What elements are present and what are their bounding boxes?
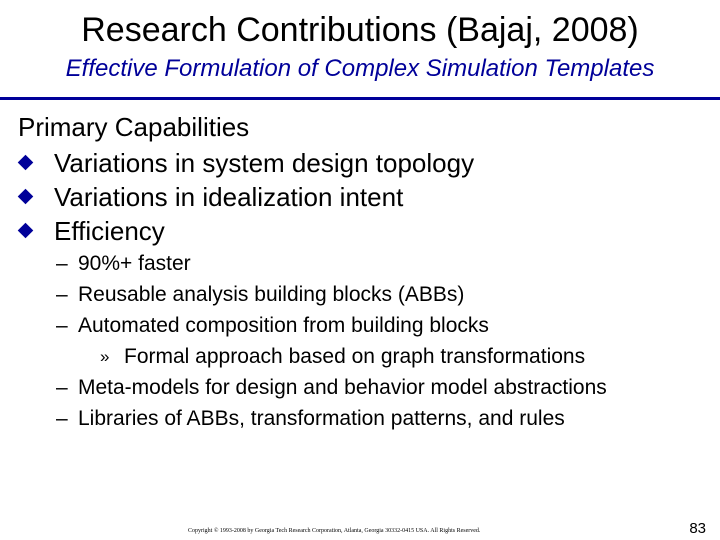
- diamond-bullet-icon: [18, 189, 34, 205]
- slide-subtitle: Effective Formulation of Complex Simulation Templates: [65, 55, 655, 82]
- bullet-text: Variations in system design topology: [54, 148, 475, 178]
- copyright-footer: Copyright © 1993-2008 by Georgia Tech Research Corporation, Atlanta, Georgia 30332-0415 USA. All Rights Reserved.: [188, 528, 481, 534]
- dash-bullet-icon: –: [56, 252, 68, 275]
- diamond-bullet-icon: [18, 223, 34, 239]
- slide-title: Research Contributions (Bajaj, 2008): [81, 11, 639, 49]
- diamond-bullet-icon: [18, 155, 34, 171]
- sub-bullet-item: [56, 310, 607, 341]
- bullet-item: [18, 146, 474, 180]
- raquo-bullet-icon: »: [100, 347, 110, 366]
- dash-bullet-icon: –: [56, 283, 68, 306]
- sub-sub-bullet-item: [56, 341, 607, 372]
- dash-bullet-icon: –: [56, 314, 68, 337]
- sub-bullet-text: Libraries of ABBs, transformation patterns, and rules: [78, 407, 565, 430]
- sub-bullet-text: Reusable analysis building blocks (ABBs): [78, 283, 465, 306]
- page-number: 83: [689, 520, 706, 537]
- title-divider: [0, 97, 720, 100]
- bullet-list: [18, 146, 474, 248]
- sub-bullet-item: [56, 248, 607, 279]
- sub-bullet-item: [56, 279, 607, 310]
- sub-bullet-item: [56, 372, 607, 403]
- bullet-text: Variations in idealization intent: [54, 182, 404, 212]
- sub-bullet-text: Automated composition from building blocks: [78, 314, 489, 337]
- dash-bullet-icon: –: [56, 407, 68, 430]
- sub-bullet-text: 90%+ faster: [78, 252, 191, 275]
- bullet-item: [18, 180, 474, 214]
- sub-bullet-item: [56, 403, 607, 434]
- section-heading: Primary Capabilities: [18, 112, 250, 142]
- sub-sub-bullet-text: Formal approach based on graph transformations: [124, 345, 586, 368]
- dash-bullet-icon: –: [56, 376, 68, 399]
- bullet-item: [18, 214, 474, 248]
- sub-bullet-list: [56, 248, 607, 434]
- sub-bullet-text: Meta-models for design and behavior model abstractions: [78, 376, 607, 399]
- bullet-text: Efficiency: [54, 216, 165, 246]
